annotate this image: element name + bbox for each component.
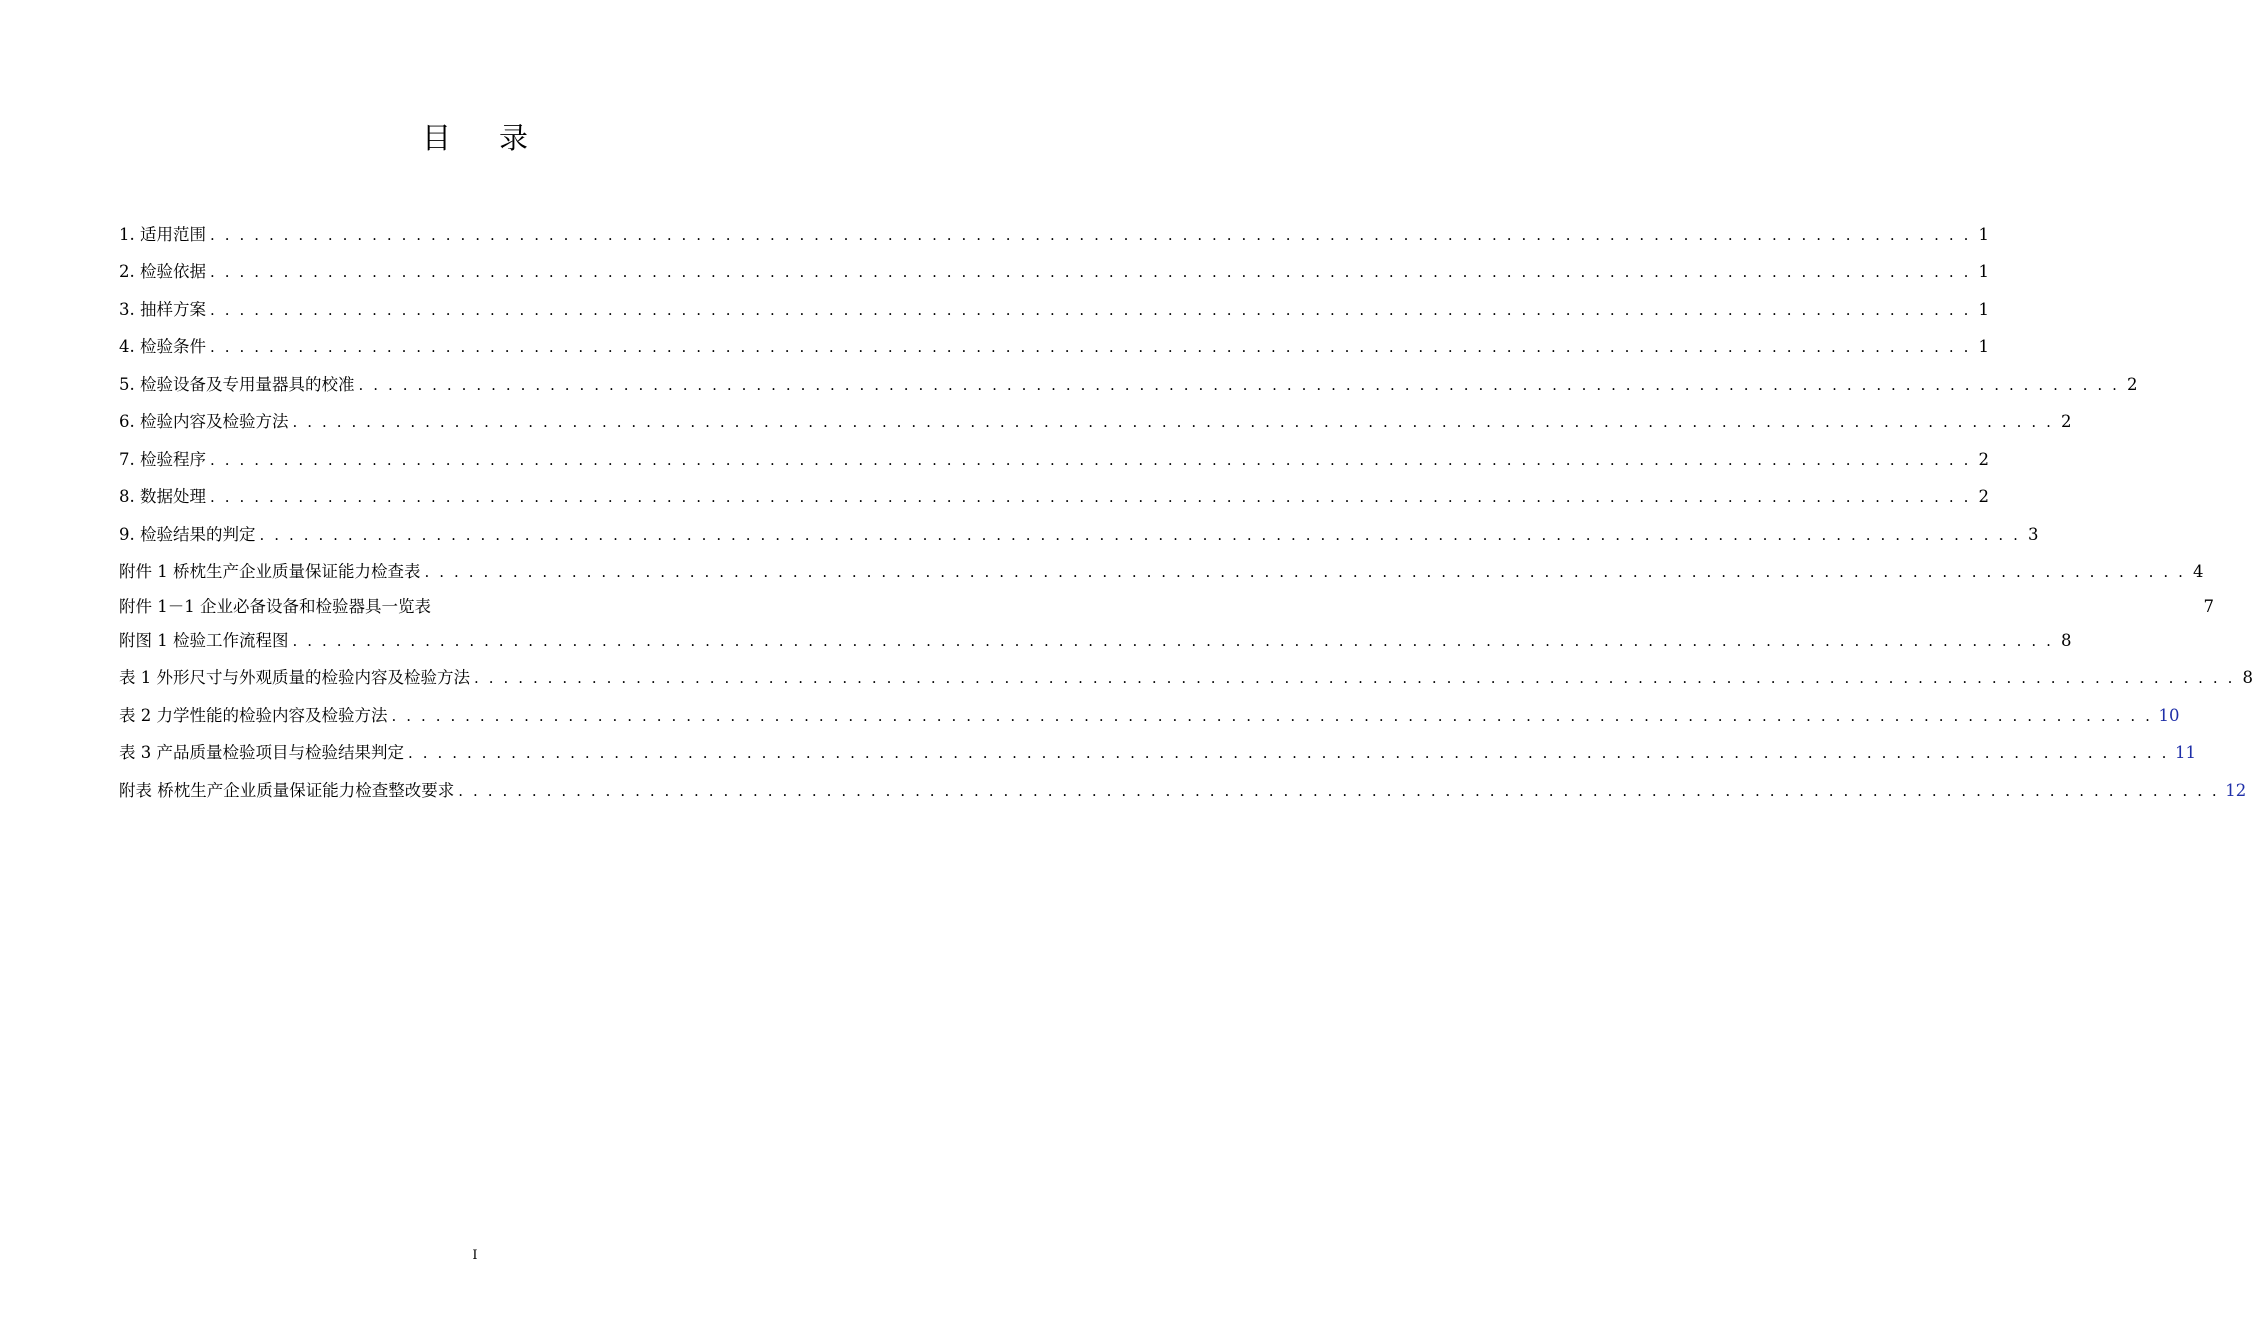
toc-entry[interactable] xyxy=(119,516,2039,554)
toc-entry-page: 2 xyxy=(1978,449,1989,469)
toc-entry[interactable] xyxy=(119,554,2204,592)
toc-entry-page: 2 xyxy=(1978,487,1989,507)
toc-entry-label: 1. 适用范围 xyxy=(119,224,206,244)
toc-dot-leader: . . . . . . . . . . . . . . . . . . . . . . . . . . . . . . . . . . . . . . . . . . . . . . . . . . . . . . . . . . . . . . . . . . . . . . . . . . . . . . . . . . . . . . . . . . . . . . . . . . . . . . . . . . . . . . . . . . . . . . . . xyxy=(391,706,2153,725)
toc-entry-page: 4 xyxy=(2192,562,2204,582)
toc-dot-leader: . . . . . . . . . . . . . . . . . . . . . . . . . . . . . . . . . . . . . . . . . . . . . . . . . . . . . . . . . . . . . . . . . . . . . . . . . . . . . . . . . . . . . . . . . . . . . . . . . . . . . . . . . . . . . . . . . . . . . . . . xyxy=(292,413,2054,432)
toc-entry-label: 3. 抽样方案 xyxy=(119,299,206,319)
toc-dot-leader: . . . . . . . . . . . . . . . . . . . . . . . . . . . . . . . . . . . . . . . . . . . . . . . . . . . . . . . . . . . . . . . . . . . . . . . . . . . . . . . . . . . . . . . . . . . . . . . . . . . . . . . . . . . . . . . . . . . . . . . . xyxy=(292,631,2054,650)
toc-entry[interactable] xyxy=(119,254,1989,292)
toc-entry[interactable] xyxy=(119,329,1989,367)
toc-entry-page: 7 xyxy=(2203,596,2214,616)
toc-entry[interactable] xyxy=(119,441,1989,479)
page-number: I xyxy=(472,1248,478,1263)
toc-entry[interactable] xyxy=(119,404,2072,442)
toc-entry[interactable] xyxy=(119,660,2253,698)
toc-entry-label: 附件 1 桥枕生产企业质量保证能力检查表 xyxy=(119,562,421,582)
toc-entry-label: 表 2 力学性能的检验内容及检验方法 xyxy=(119,705,388,725)
toc-entry-label: 5. 检验设备及专用量器具的校准 xyxy=(119,374,355,394)
toc-entry-page: 3 xyxy=(2027,524,2039,544)
toc-entry[interactable] xyxy=(119,216,1989,254)
toc-entry-label: 附件 1－1 企业必备设备和检验器具一览表 xyxy=(119,596,431,616)
toc-entry[interactable] xyxy=(119,291,1989,329)
toc-entry[interactable] xyxy=(119,366,2138,404)
toc-dot-leader: . . . . . . . . . . . . . . . . . . . . . . . . . . . . . . . . . . . . . . . . . . . . . . . . . . . . . . . . . . . . . . . . . . . . . . . . . . . . . . . . . . . . . . . . . . . . . . . . . . . . . . . . . . . . . . . . . . . . . . . . xyxy=(210,338,1971,357)
toc-entry-label: 附表 桥枕生产企业质量保证能力检查整改要求 xyxy=(119,780,455,800)
toc-entry-label: 6. 检验内容及检验方法 xyxy=(119,412,289,432)
table-of-contents xyxy=(119,216,2253,810)
toc-dot-leader: . . . . . . . . . . . . . . . . . . . . . . . . . . . . . . . . . . . . . . . . . . . . . . . . . . . . . . . . . . . . . . . . . . . . . . . . . . . . . . . . . . . . . . . . . . . . . . . . . . . . . . . . . . . . . . . . . . . . . . . . xyxy=(210,225,1971,244)
toc-entry-label: 表 3 产品质量检验项目与检验结果判定 xyxy=(119,743,404,763)
toc-dot-leader: . . . . . . . . . . . . . . . . . . . . . . . . . . . . . . . . . . . . . . . . . . . . . . . . . . . . . . . . . . . . . . . . . . . . . . . . . . . . . . . . . . . . . . . . . . . . . . . . . . . . . . . . . . . . . . . . . . . . . . . . xyxy=(210,300,1971,319)
toc-entry[interactable] xyxy=(119,479,1989,517)
toc-entry-label: 7. 检验程序 xyxy=(119,449,206,469)
toc-entry-page: 2 xyxy=(2126,374,2138,394)
toc-dot-leader: . . . . . . . . . . . . . . . . . . . . . . . . . . . . . . . . . . . . . . . . . . . . . . . . . . . . . . . . . . . . . . . . . . . . . . . . . . . . . . . . . . . . . . . . . . . . . . . . . . . . . . . . . . . . . . . . . . . . . . . . xyxy=(210,263,1971,282)
toc-entry-label: 2. 检验依据 xyxy=(119,262,206,282)
toc-dot-leader: . . . . . . . . . . . . . . . . . . . . . . . . . . . . . . . . . . . . . . . . . . . . . . . . . . . . . . . . . . . . . . . . . . . . . . . . . . . . . . . . . . . . . . . . . . . . . . . . . . . . . . . . . . . . . . . . . . . . . . . . xyxy=(458,781,2220,800)
page-title: 目录 xyxy=(421,121,576,155)
toc-entry[interactable] xyxy=(119,591,2214,622)
toc-dot-leader: . . . . . . . . . . . . . . . . . . . . . . . . . . . . . . . . . . . . . . . . . . . . . . . . . . . . . . . . . . . . . . . . . . . . . . . . . . . . . . . . . . . . . . . . . . . . . . . . . . . . . . . . . . . . . . . . . . . . . . . . xyxy=(424,563,2186,582)
toc-entry-page: 8 xyxy=(2242,668,2253,688)
toc-entry-page: 2 xyxy=(2060,412,2072,432)
toc-entry-label: 表 1 外形尺寸与外观质量的检验内容及检验方法 xyxy=(119,668,470,688)
toc-entry-page: 1 xyxy=(1978,299,1989,319)
toc-entry-page: 8 xyxy=(2060,630,2072,650)
toc-entry-label: 9. 检验结果的判定 xyxy=(119,524,256,544)
toc-entry[interactable] xyxy=(119,772,2247,810)
toc-entry-page[interactable]: 10 xyxy=(2158,705,2180,725)
toc-entry-label: 8. 数据处理 xyxy=(119,487,206,507)
toc-entry-label: 4. 检验条件 xyxy=(119,337,206,357)
toc-entry[interactable] xyxy=(119,697,2180,735)
toc-dot-leader: . . . . . . . . . . . . . . . . . . . . . . . . . . . . . . . . . . . . . . . . . . . . . . . . . . . . . . . . . . . . . . . . . . . . . . . . . . . . . . . . . . . . . . . . . . . . . . . . . . . . . . . . . . . . . . . . . . . . . . . . xyxy=(259,525,2021,544)
toc-entry[interactable] xyxy=(119,735,2196,773)
toc-entry[interactable] xyxy=(119,622,2072,660)
toc-dot-leader: . . . . . . . . . . . . . . . . . . . . . . . . . . . . . . . . . . . . . . . . . . . . . . . . . . . . . . . . . . . . . . . . . . . . . . . . . . . . . . . . . . . . . . . . . . . . . . . . . . . . . . . . . . . . . . . . . . . . . . . . xyxy=(474,669,2235,688)
toc-entry-page[interactable]: 12 xyxy=(2225,780,2247,800)
toc-dot-leader: . . . . . . . . . . . . . . . . . . . . . . . . . . . . . . . . . . . . . . . . . . . . . . . . . . . . . . . . . . . . . . . . . . . . . . . . . . . . . . . . . . . . . . . . . . . . . . . . . . . . . . . . . . . . . . . . . . . . . . . . xyxy=(408,744,2169,763)
toc-dot-leader: . . . . . . . . . . . . . . . . . . . . . . . . . . . . . . . . . . . . . . . . . . . . . . . . . . . . . . . . . . . . . . . . . . . . . . . . . . . . . . . . . . . . . . . . . . . . . . . . . . . . . . . . . . . . . . . . . . . . . . . . xyxy=(358,375,2120,394)
toc-dot-leader: . . . . . . . . . . . . . . . . . . . . . . . . . . . . . . . . . . . . . . . . . . . . . . . . . . . . . . . . . . . . . . . . . . . . . . . . . . . . . . . . . . . . . . . . . . . . . . . . . . . . . . . . . . . . . . . . . . . . . . . . xyxy=(210,488,1971,507)
toc-entry-label: 附图 1 检验工作流程图 xyxy=(119,630,289,650)
toc-entry-page: 1 xyxy=(1978,224,1989,244)
toc-entry-page: 1 xyxy=(1978,262,1989,282)
toc-entry-page: 1 xyxy=(1978,337,1989,357)
toc-entry-page[interactable]: 11 xyxy=(2174,743,2196,763)
toc-dot-leader: . . . . . . . . . . . . . . . . . . . . . . . . . . . . . . . . . . . . . . . . . . . . . . . . . . . . . . . . . . . . . . . . . . . . . . . . . . . . . . . . . . . . . . . . . . . . . . . . . . . . . . . . . . . . . . . . . . . . . . . . xyxy=(210,450,1971,469)
